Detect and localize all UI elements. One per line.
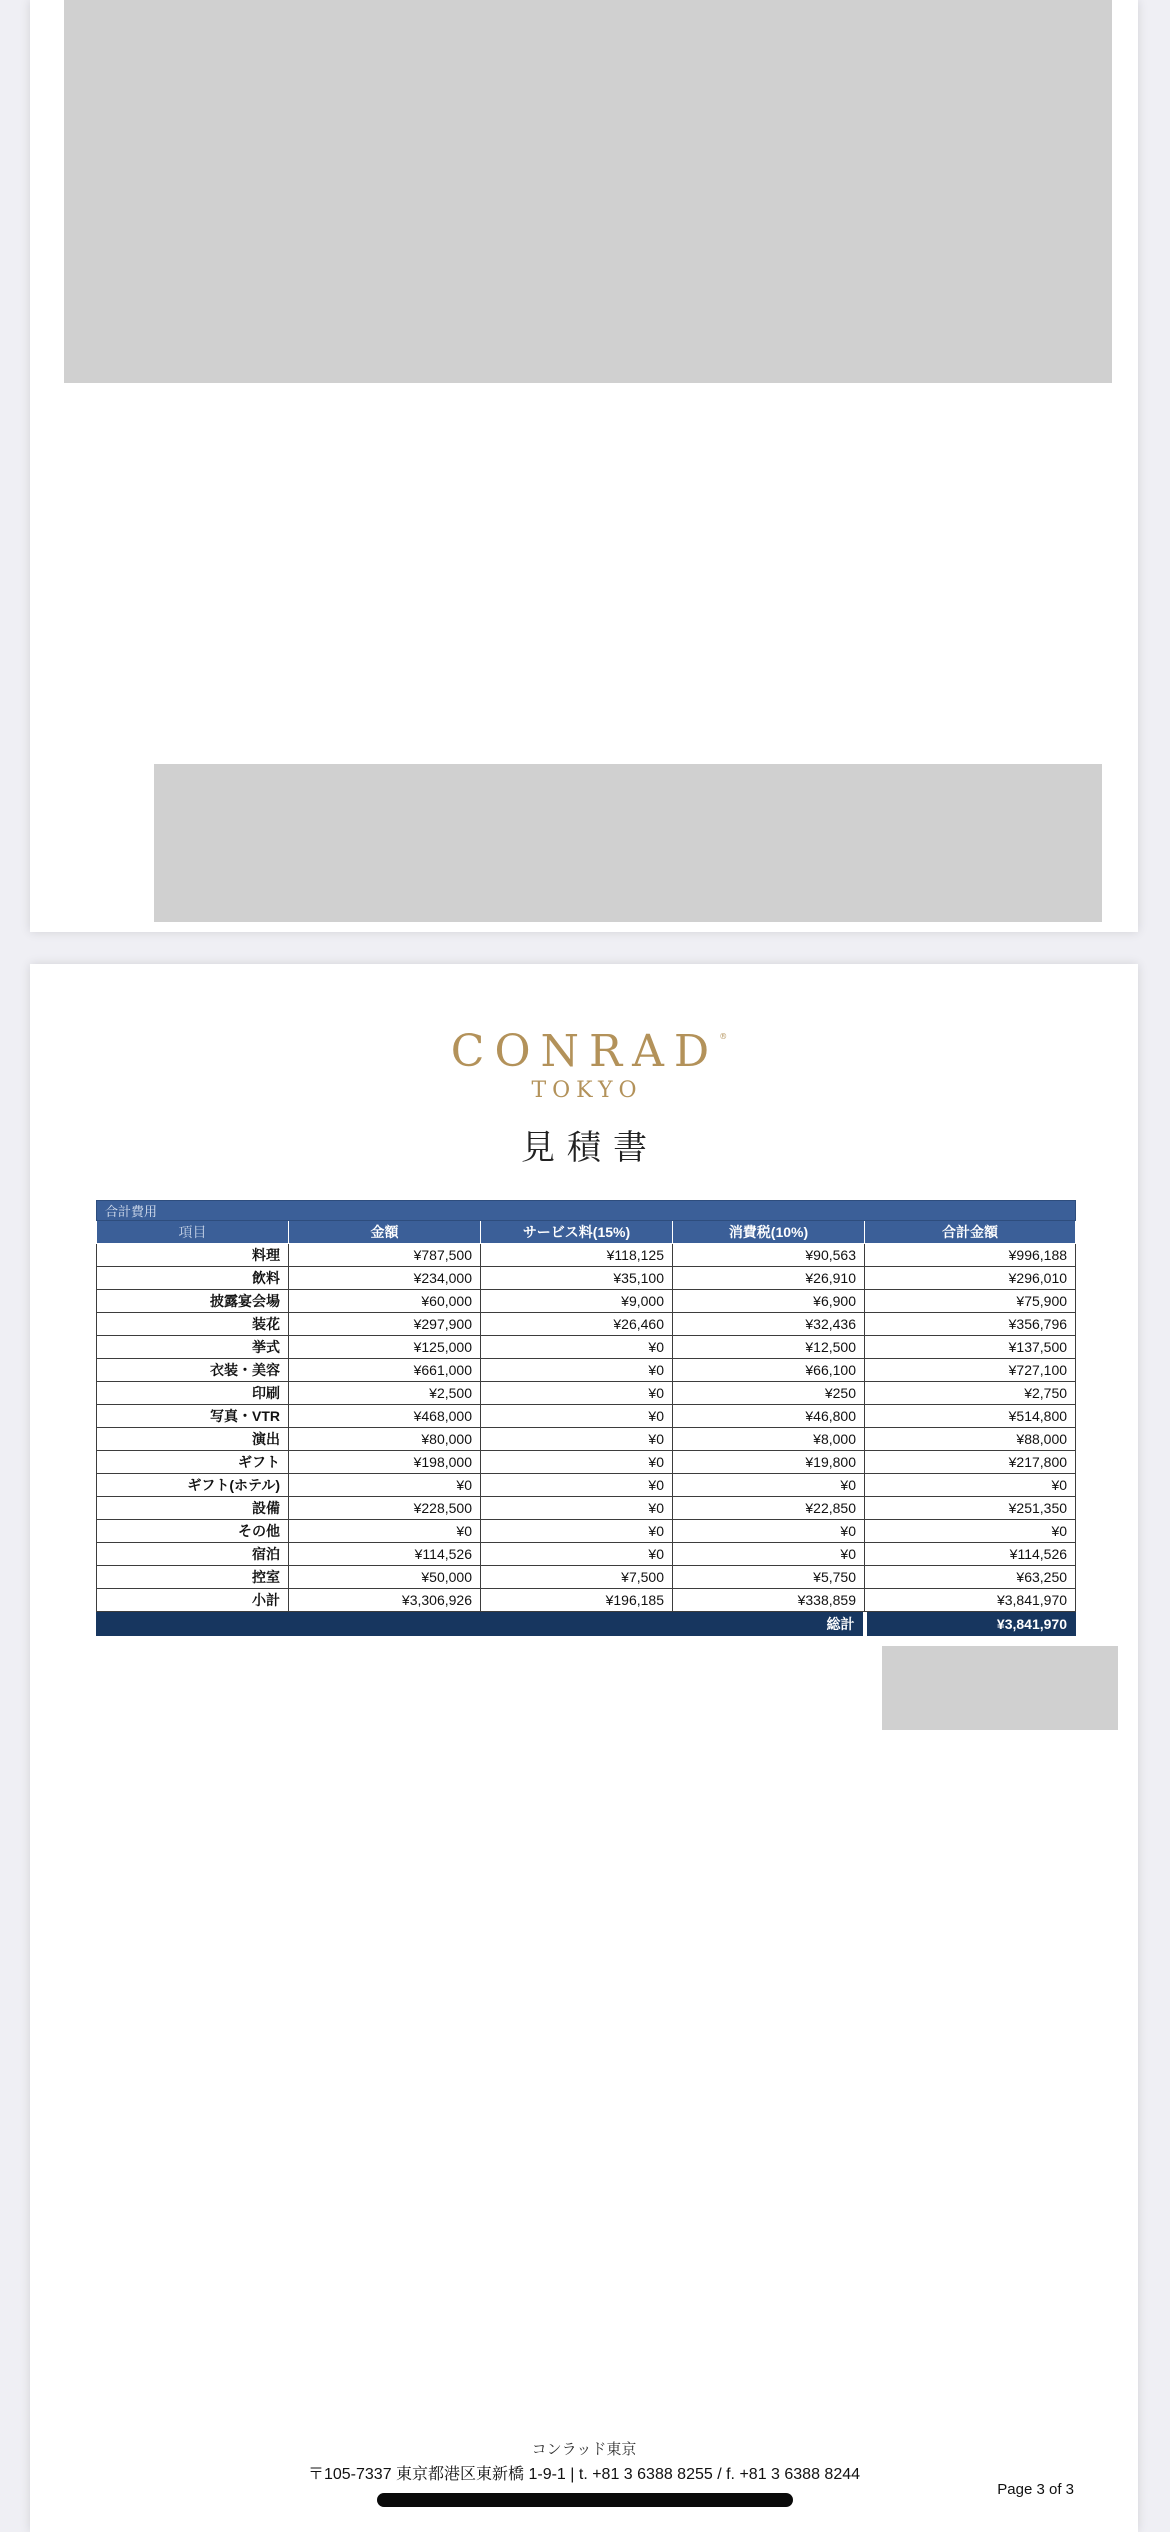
cell-consumption-tax: ¥22,850 [673, 1497, 865, 1520]
cell-amount: ¥2,500 [289, 1382, 481, 1405]
cell-total-amount: ¥2,750 [865, 1382, 1076, 1405]
conrad-logo: CONRAD® [450, 1026, 728, 1077]
table-row [97, 1497, 1076, 1520]
cell-item-label: 飲料 [97, 1267, 289, 1290]
cell-total-amount: ¥114,526 [865, 1543, 1076, 1566]
document-title: 見積書 [521, 1128, 659, 1168]
cell-amount: ¥787,500 [289, 1244, 481, 1267]
cell-item-label: 宿泊 [97, 1543, 289, 1566]
cell-item-label: 設備 [97, 1497, 289, 1520]
cell-consumption-tax: ¥32,436 [673, 1313, 865, 1336]
cell-consumption-tax: ¥0 [673, 1543, 865, 1566]
grand-total-label: 総計 [97, 1613, 865, 1636]
cell-consumption-tax: ¥5,750 [673, 1566, 865, 1589]
cell-consumption-tax: ¥66,100 [673, 1359, 865, 1382]
cell-consumption-tax: ¥0 [673, 1520, 865, 1543]
cell-service-charge: ¥0 [481, 1359, 673, 1382]
column-header-total: 合計金額 [865, 1221, 1076, 1244]
cell-service-charge: ¥0 [481, 1543, 673, 1566]
cell-item-label: 演出 [97, 1428, 289, 1451]
cell-amount: ¥0 [289, 1520, 481, 1543]
cell-service-charge: ¥0 [481, 1497, 673, 1520]
table-row [97, 1244, 1076, 1267]
table-caption: 合計費用 [97, 1201, 1076, 1221]
cell-item-label: 料理 [97, 1244, 289, 1267]
cell-item-label: 装花 [97, 1313, 289, 1336]
cell-consumption-tax: ¥8,000 [673, 1428, 865, 1451]
cell-item-label: 小計 [97, 1589, 289, 1612]
cell-item-label: 挙式 [97, 1336, 289, 1359]
cell-amount: ¥0 [289, 1474, 481, 1497]
cell-total-amount: ¥0 [865, 1474, 1076, 1497]
table-row [97, 1589, 1076, 1612]
table-row [97, 1428, 1076, 1451]
cell-amount: ¥468,000 [289, 1405, 481, 1428]
cell-amount: ¥297,900 [289, 1313, 481, 1336]
table-row [97, 1520, 1076, 1543]
table-row [97, 1359, 1076, 1382]
conrad-logo-tokyo: TOKYO [531, 1078, 643, 1103]
cell-total-amount: ¥514,800 [865, 1405, 1076, 1428]
cell-amount: ¥198,000 [289, 1451, 481, 1474]
cell-service-charge: ¥26,460 [481, 1313, 673, 1336]
cell-service-charge: ¥0 [481, 1382, 673, 1405]
cell-total-amount: ¥996,188 [865, 1244, 1076, 1267]
table-row [97, 1267, 1076, 1290]
cell-total-amount: ¥3,841,970 [865, 1589, 1076, 1612]
cell-total-amount: ¥356,796 [865, 1313, 1076, 1336]
cell-consumption-tax: ¥0 [673, 1474, 865, 1497]
cell-service-charge: ¥7,500 [481, 1566, 673, 1589]
cell-item-label: 印刷 [97, 1382, 289, 1405]
table-header-row [97, 1221, 1076, 1244]
previous-page [30, 0, 1138, 932]
home-indicator[interactable] [377, 2493, 793, 2507]
cell-service-charge: ¥0 [481, 1474, 673, 1497]
cell-amount: ¥3,306,926 [289, 1589, 481, 1612]
cell-item-label: 控室 [97, 1566, 289, 1589]
cell-item-label: ギフト(ホテル) [97, 1474, 289, 1497]
cell-amount: ¥234,000 [289, 1267, 481, 1290]
cell-amount: ¥60,000 [289, 1290, 481, 1313]
table-row [97, 1405, 1076, 1428]
estimate-page [30, 964, 1138, 2532]
cell-service-charge: ¥35,100 [481, 1267, 673, 1290]
cell-service-charge: ¥0 [481, 1520, 673, 1543]
cell-total-amount: ¥251,350 [865, 1497, 1076, 1520]
table-row [97, 1566, 1076, 1589]
cell-consumption-tax: ¥250 [673, 1382, 865, 1405]
cell-consumption-tax: ¥6,900 [673, 1290, 865, 1313]
column-header-consumption-tax: 消費税(10%) [673, 1221, 865, 1244]
cell-consumption-tax: ¥46,800 [673, 1405, 865, 1428]
cell-total-amount: ¥88,000 [865, 1428, 1076, 1451]
cell-consumption-tax: ¥26,910 [673, 1267, 865, 1290]
cell-amount: ¥661,000 [289, 1359, 481, 1382]
redacted-signature-block [882, 1646, 1118, 1730]
table-row [97, 1474, 1076, 1497]
footer-address: 〒105-7337 東京都港区東新橋 1-9-1 | t. +81 3 6388 8255 / f. +81 3 6388 8244 [307, 2466, 861, 2483]
cell-service-charge: ¥118,125 [481, 1244, 673, 1267]
cell-amount: ¥80,000 [289, 1428, 481, 1451]
footer-hotel-name: コンラッド東京 [531, 2440, 637, 2458]
cell-total-amount: ¥296,010 [865, 1267, 1076, 1290]
table-row [97, 1543, 1076, 1566]
cell-total-amount: ¥217,800 [865, 1451, 1076, 1474]
column-header-amount: 金額 [289, 1221, 481, 1244]
table-row [97, 1336, 1076, 1359]
registered-mark: ® [719, 1032, 728, 1041]
cell-service-charge: ¥196,185 [481, 1589, 673, 1612]
cell-consumption-tax: ¥90,563 [673, 1244, 865, 1267]
column-header-service-charge: サービス料(15%) [481, 1221, 673, 1244]
cell-total-amount: ¥75,900 [865, 1290, 1076, 1313]
cell-total-amount: ¥137,500 [865, 1336, 1076, 1359]
cell-item-label: 写真・VTR [97, 1405, 289, 1428]
cell-amount: ¥228,500 [289, 1497, 481, 1520]
cell-amount: ¥125,000 [289, 1336, 481, 1359]
cell-total-amount: ¥0 [865, 1520, 1076, 1543]
grand-total-value: ¥3,841,970 [865, 1613, 1076, 1636]
cell-total-amount: ¥727,100 [865, 1359, 1076, 1382]
page-number: Page 3 of 3 [997, 2481, 1074, 2498]
grand-total-row [97, 1613, 1076, 1636]
redacted-image-block [64, 0, 1112, 383]
cell-amount: ¥114,526 [289, 1543, 481, 1566]
cell-service-charge: ¥0 [481, 1428, 673, 1451]
cell-consumption-tax: ¥338,859 [673, 1589, 865, 1612]
cell-service-charge: ¥9,000 [481, 1290, 673, 1313]
cell-item-label: 披露宴会場 [97, 1290, 289, 1313]
cell-item-label: 衣装・美容 [97, 1359, 289, 1382]
column-header-item: 項目 [97, 1221, 289, 1244]
redacted-text-block [154, 764, 1102, 922]
cell-item-label: ギフト [97, 1451, 289, 1474]
cell-consumption-tax: ¥19,800 [673, 1451, 865, 1474]
cell-item-label: その他 [97, 1520, 289, 1543]
table-row [97, 1451, 1076, 1474]
cell-service-charge: ¥0 [481, 1451, 673, 1474]
table-caption-row [97, 1201, 1076, 1221]
cell-service-charge: ¥0 [481, 1405, 673, 1428]
cell-total-amount: ¥63,250 [865, 1566, 1076, 1589]
cell-service-charge: ¥0 [481, 1336, 673, 1359]
table-row [97, 1290, 1076, 1313]
table-row [97, 1382, 1076, 1405]
table-row [97, 1313, 1076, 1336]
cell-amount: ¥50,000 [289, 1566, 481, 1589]
estimate-table [96, 1200, 1075, 1636]
cell-consumption-tax: ¥12,500 [673, 1336, 865, 1359]
